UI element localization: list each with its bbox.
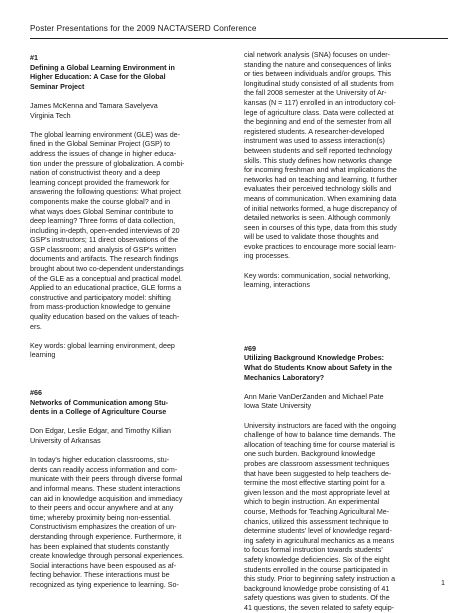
title-line: dents in a College of Agriculture Course [30, 408, 167, 417]
abstract-number: #66 [30, 389, 42, 397]
body-line: means of communication. When examining data [244, 194, 397, 203]
authors: Don Edgar, Leslie Edgar, and Timothy Killian [30, 427, 171, 436]
body-line: deep learning? Three forms of data collection, [30, 217, 176, 226]
body-line: and informal means. These student interactions [30, 484, 181, 493]
body-line: quality education based on the values of teach- [30, 313, 180, 322]
keywords [30, 342, 236, 361]
body-line: derstanding through experience. Furthermore, it [30, 532, 182, 541]
body-line: time; whereby proximity being non-essential. [30, 513, 171, 522]
body-line: address the issues of change in higher educa- [30, 149, 177, 158]
body-line: course, Methods for Teaching Agricultural Me- [244, 507, 390, 516]
body-line: probes are classroom assessment techniques [244, 459, 390, 468]
body-line: components make the course global? and in [30, 197, 171, 206]
body-line: seen in courses of this type, data from this study [244, 223, 397, 232]
abstract-number: #69 [244, 344, 256, 353]
body-line: learning concept provided the framework for [30, 178, 170, 187]
body-line: challenge of how to balance time demands. The [244, 431, 396, 440]
body-line: that have been suggested to help teachers de- [244, 469, 392, 478]
body-line: safety questions was given to students. Of the [244, 594, 390, 603]
body-line: networks had on teaching and learning. It further [244, 175, 398, 184]
body-line: instrument was used to assess interaction(s) [244, 137, 385, 146]
body-line: students enrolled in the course participated in [244, 565, 388, 574]
body-line: GSP classroom; and analysis of GSP's written [30, 245, 177, 254]
body-line: between students and self reported technology [244, 146, 393, 155]
keywords-line: Key words: global learning environment, deep [30, 341, 175, 350]
body-line: allocation of teaching time for course material is [244, 440, 395, 449]
body-line: determine students' level of knowledge regard- [244, 527, 392, 536]
body-line: of initial networks formed, a huge discrepancy of [244, 204, 397, 213]
abstract-title [30, 64, 236, 93]
body-line: cial network analysis (SNA) focuses on under- [244, 51, 391, 59]
body-line: lege of agriculture class. Data were collected at [244, 108, 394, 117]
body-line: standing the nature and consequences of links [244, 60, 392, 69]
body-line: dents can readily access information and com- [30, 465, 178, 474]
body-line: will be used to validate those thoughts and [244, 233, 379, 242]
keywords [244, 272, 450, 291]
page-number: 1 [441, 578, 445, 587]
body-line: to their peers and occur anywhere and at any [30, 504, 174, 513]
body-line: chanics, utilized this assessment technique to [244, 517, 389, 526]
body-line: constructive and participatory model: shifting [30, 293, 171, 302]
body-line: kansas (N = 117) enrolled in an introductory col- [244, 98, 396, 107]
title-line: Defining a Global Learning Environment in [30, 63, 175, 72]
body-line: Social interactions have been espoused as af- [30, 561, 177, 570]
body-line: municate with their peers through diverse formal [30, 475, 183, 484]
body-line: termine the most effective starting point for a [244, 479, 385, 488]
body-line: ing safety in agricultural mechanics as a means [244, 536, 395, 545]
body-line: the fall 2008 semester at the University of Ar- [244, 89, 387, 98]
body-line: for incoming freshman and what implications the [244, 166, 397, 175]
body-line: which to begin instruction. An experimental [244, 498, 380, 507]
title-line: Utilizing Background Knowledge Probes: [244, 354, 385, 363]
body-line: brought about two co-dependent understandings [30, 265, 184, 274]
body-line: registered students. A researcher-developed [244, 127, 385, 136]
title-line: Networks of Communication among Stu- [30, 398, 169, 407]
body-line: including in-depth, open-ended interviews of 20 [30, 226, 180, 235]
abstract-66-continued [244, 51, 450, 291]
body-line: safety knowledge deficiencies. Six of the eight [244, 555, 390, 564]
abstract-66 [30, 389, 236, 590]
left-column [30, 54, 236, 590]
body-line: University instructors are faced with the ongoing [244, 421, 397, 430]
abstract-body [244, 422, 450, 613]
abstract-body [30, 131, 236, 332]
abstract-body [244, 51, 450, 262]
body-line: fined in the Global Seminar Project (GSP) to [30, 140, 171, 149]
body-line: skills. This study defines how networks change [244, 156, 392, 165]
running-head: Poster Presentations for the 2009 NACTA/SERD Conference [30, 24, 257, 33]
abstract-title [244, 354, 450, 383]
keywords-line: learning [30, 351, 56, 360]
body-line: documents and artifacts. The research findings [30, 255, 179, 264]
body-line: tion under the pressure of globalization. A combi- [30, 159, 185, 168]
body-line: detailed networks is seen. Although commonly [244, 214, 391, 223]
body-line: what ways does Global Seminar contribute to [30, 207, 174, 216]
authors: James McKenna and Tamara Savelyeva [30, 101, 158, 110]
authors: Ann Marie VanDerZanden and Michael Pate [244, 392, 384, 401]
body-line: this study. Prior to beginning safety instruction a [244, 575, 396, 584]
abstract-number: #1 [30, 54, 38, 62]
body-line: from mass-production knowledge to genuine [30, 303, 171, 312]
title-line: Higher Education: A Case for the Global [30, 73, 166, 82]
abstract-title [30, 399, 236, 418]
keywords-line: learning, interactions [244, 281, 310, 290]
title-line: Seminar Project [30, 82, 85, 91]
body-line: create knowledge through personal experiences. [30, 552, 185, 561]
body-line: longitudinal study consisted of all students from [244, 79, 394, 88]
body-line: background knowledge probe consisting of 41 [244, 584, 390, 593]
body-line: The global learning environment (GLE) was de- [30, 130, 181, 139]
affiliation: Iowa State University [244, 402, 312, 411]
right-column [244, 51, 450, 613]
affiliation: University of Arkansas [30, 436, 101, 445]
affiliation: Virginia Tech [30, 111, 71, 120]
body-line: fecting behavior. These interactions must be [30, 571, 170, 580]
header-rule [30, 38, 448, 39]
body-line: ers. [30, 322, 42, 331]
body-line: or ties between individuals and/or groups. This [244, 70, 392, 79]
title-line: Mechanics Laboratory? [244, 373, 325, 382]
body-line: ing processes. [244, 252, 291, 261]
body-line: to focus formal instruction towards students' [244, 546, 383, 555]
body-line: has been explained that students constantly [30, 542, 169, 551]
title-line: What do Students Know about Safety in the [244, 364, 392, 373]
keywords-line: Key words: communication, social networking, [244, 271, 391, 280]
body-line: can aid in knowledge acquisition and immediacy [30, 494, 183, 503]
body-line: Applied to an educational practice, GLE forms a [30, 284, 182, 293]
abstract-1 [30, 54, 236, 361]
body-line: Constructivism emphasizes the creation of un- [30, 523, 177, 532]
body-line: given lesson and the most appropriate level at [244, 488, 390, 497]
body-line: the beginning and end of the semester from all [244, 118, 392, 127]
body-line: answering the following questions: What project [30, 188, 181, 197]
body-line: evoke practices to encourage more social learn- [244, 242, 397, 251]
body-line: recognized as tying experience to learning. So- [30, 580, 179, 589]
body-line: In today's higher education classrooms, stu- [30, 456, 170, 465]
body-line: of the GLE as a conceptual and practical model. [30, 274, 183, 283]
body-line: GSP's instructors; 11 direct observations of the [30, 236, 179, 245]
abstract-69 [244, 345, 450, 613]
abstract-body [30, 456, 236, 590]
body-line: evaluates their perceived technology skills and [244, 185, 392, 194]
body-line: 41 questions, the seven related to safety equip- [244, 603, 395, 612]
body-line: nation of constructivist theory and a deep [30, 169, 161, 178]
body-line: one such burden. Background knowledge [244, 450, 376, 459]
